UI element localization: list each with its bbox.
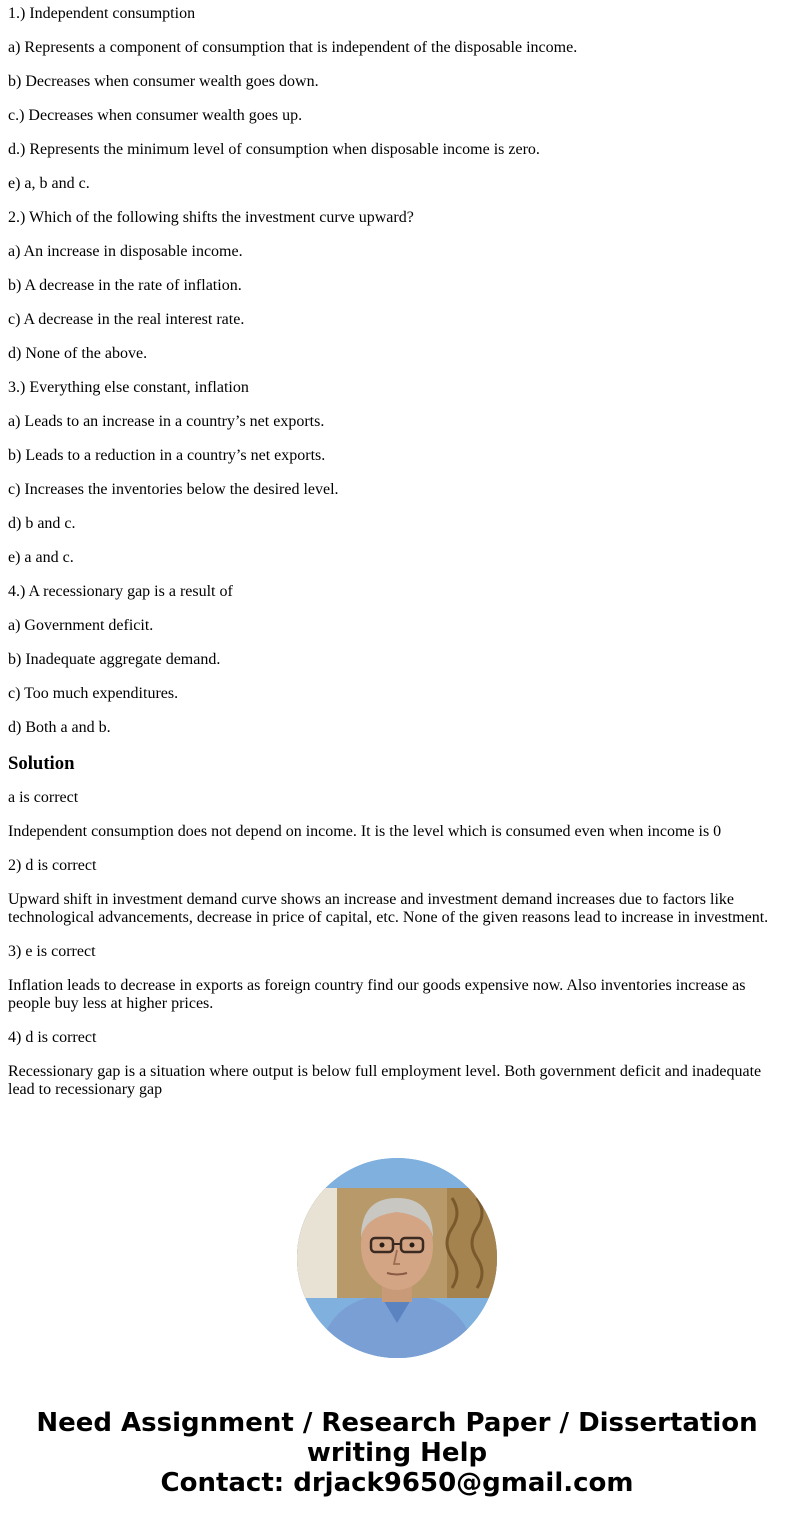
solution-heading: Solution — [8, 753, 75, 774]
question-3-option-d: d) b and c. — [8, 515, 76, 532]
answer-2-verdict: 2) d is correct — [8, 857, 97, 874]
question-1-option-a: a) Represents a component of consumption that is independent of the disposable income. — [8, 39, 578, 56]
questions-section — [8, 5, 786, 737]
question-1-option-b: b) Decreases when consumer wealth goes down. — [8, 73, 319, 90]
question-4-option-b: b) Inadequate aggregate demand. — [8, 651, 221, 668]
question-3-option-c: c) Increases the inventories below the desired level. — [8, 481, 339, 498]
question-1-option-e: e) a, b and c. — [8, 175, 90, 192]
answer-3-verdict: 3) e is correct — [8, 943, 96, 960]
question-2-option-c: c) A decrease in the real interest rate. — [8, 311, 245, 328]
answer-2-explanation: Upward shift in investment demand curve shows an increase and investment demand increases due to factors like technological advancements, decrease in price of capital, etc. None of the given reasons lead to increase in investment. — [8, 891, 769, 926]
answer-4-verdict: 4) d is correct — [8, 1029, 97, 1046]
promo-section — [0, 1158, 794, 1498]
question-3-option-e: e) a and c. — [8, 549, 74, 566]
promo-contact: Contact: drjack9650@gmail.com — [160, 1468, 634, 1498]
answer-1-explanation: Independent consumption does not depend on income. It is the level which is consumed even when income is 0 — [8, 823, 722, 840]
question-1-option-c: c.) Decreases when consumer wealth goes up. — [8, 107, 303, 124]
avatar — [297, 1158, 497, 1358]
question-2-title: 2.) Which of the following shifts the investment curve upward? — [8, 209, 414, 226]
question-3-option-b: b) Leads to a reduction in a country’s net exports. — [8, 447, 326, 464]
question-2-option-a: a) An increase in disposable income. — [8, 243, 243, 260]
question-2-option-d: d) None of the above. — [8, 345, 148, 362]
question-3-title: 3.) Everything else constant, inflation — [8, 379, 249, 396]
promo-headline: Need Assignment / Research Paper / Dissertation writing Help — [36, 1408, 758, 1468]
promo-text — [0, 1408, 794, 1498]
question-2-option-b: b) A decrease in the rate of inflation. — [8, 277, 242, 294]
question-3-option-a: a) Leads to an increase in a country’s net exports. — [8, 413, 325, 430]
answer-3-explanation: Inflation leads to decrease in exports as foreign country find our goods expensive now. Also inventories increase as people buy less at higher prices. — [8, 977, 746, 1012]
question-4-title: 4.) A recessionary gap is a result of — [8, 583, 233, 600]
question-1-option-d: d.) Represents the minimum level of consumption when disposable income is zero. — [8, 141, 540, 158]
person-photo-icon — [297, 1158, 497, 1358]
question-4-option-a: a) Government deficit. — [8, 617, 154, 634]
answer-4-explanation: Recessionary gap is a situation where output is below full employment level. Both government deficit and inadequate lead to recessionary gap — [8, 1063, 762, 1098]
answers-section — [8, 789, 786, 1099]
question-4-option-c: c) Too much expenditures. — [8, 685, 179, 702]
question-4-option-d: d) Both a and b. — [8, 719, 111, 736]
question-1-title: 1.) Independent consumption — [8, 5, 196, 22]
answer-1-verdict: a is correct — [8, 789, 79, 806]
